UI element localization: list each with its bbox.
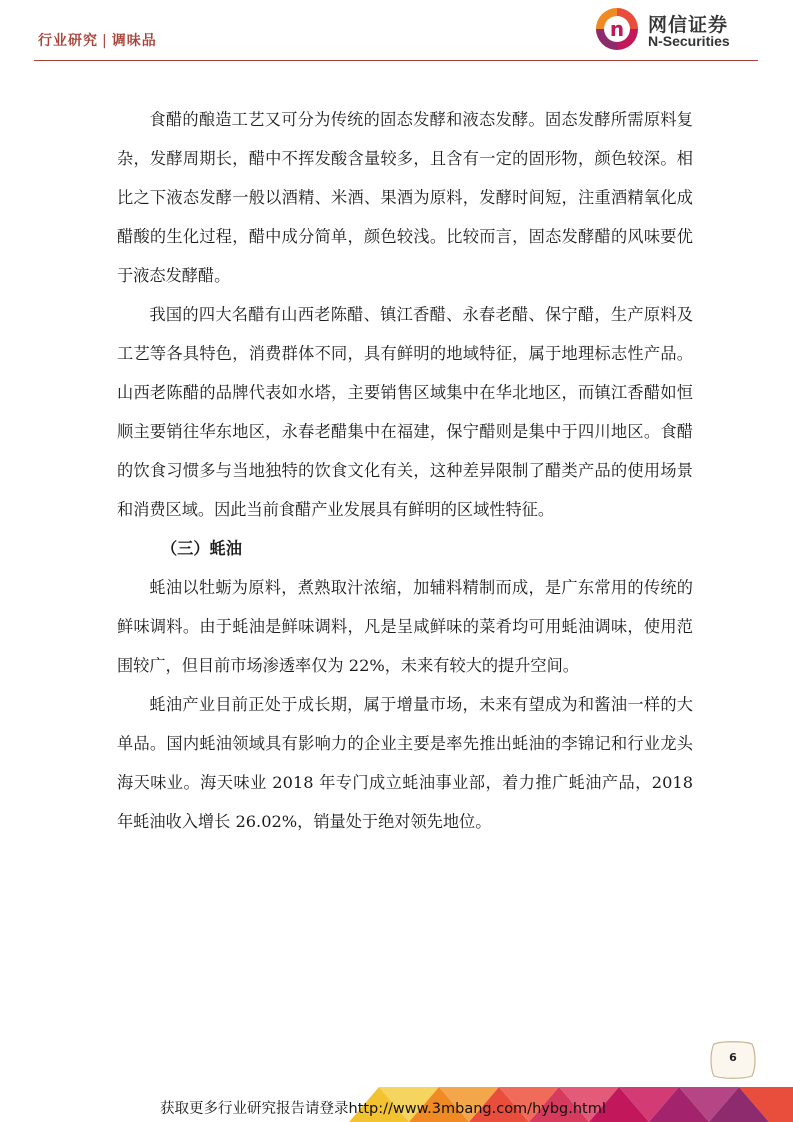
breadcrumb-separator: | xyxy=(102,33,108,49)
logo-chinese-name: 网信证券 xyxy=(648,14,729,36)
paragraph-four-vinegars: 我国的四大名醋有山西老陈醋、镇江香醋、永春老醋、保宁醋，生产原料及工艺等各具特色，消费群体不同，具有鲜明的地域特征，属于地理标志性产品。山西老陈醋的品牌代表如水塔，主要销售区域集中在华北地区，而镇江香醋如恒顺主要销往华东地区，永春老醋集中在福建，保宁醋则是集中于四川地区。食醋的饮食习惯多与当地独特的饮食文化有关，这种差异限制了醋类产品的使用场景和消费区域。因此当前食醋产业发展具有鲜明的区域性特征。 xyxy=(117,305,693,519)
logo-english-name: N-Securities xyxy=(648,33,730,49)
page-number-badge xyxy=(708,1040,758,1080)
page-header xyxy=(0,0,793,62)
breadcrumb xyxy=(38,30,157,50)
breadcrumb-section: 行业研究 xyxy=(38,33,98,49)
report-body xyxy=(117,100,693,841)
n-securities-logo-icon xyxy=(594,6,640,52)
footer-promo-link[interactable]: 获取更多行业研究报告请登录http://www.3mbang.com/hybg.html xyxy=(160,1101,606,1117)
page-number: 6 xyxy=(729,1051,737,1064)
section-heading-oyster-sauce: （三）蚝油 xyxy=(161,539,242,558)
paragraph-oyster-sauce-intro: 蚝油以牡蛎为原料，煮熟取汁浓缩，加辅料精制而成，是广东常用的传统的鲜味调料。由于蚝油是鲜味调料，凡是呈咸鲜味的菜肴均可用蚝油调味，使用范围较广，但目前市场渗透率仅为 22%，未来有较大的提升空间。 xyxy=(117,578,693,675)
svg-text:n: n xyxy=(609,17,625,41)
header-divider xyxy=(34,60,758,61)
company-logo xyxy=(594,6,754,52)
paragraph-vinegar-process: 食醋的酿造工艺又可分为传统的固态发酵和液态发酵。固态发酵所需原料复杂，发酵周期长，醋中不挥发酸含量较多，且含有一定的固形物，颜色较深。相比之下液态发酵一般以酒精、米酒、果酒为原料，发酵时间短，注重酒精氧化成醋酸的生化过程，醋中成分简单，颜色较浅。比较而言，固态发酵醋的风味要优于液态发酵醋。 xyxy=(117,110,693,285)
breadcrumb-topic: 调味品 xyxy=(111,33,157,49)
paragraph-oyster-sauce-industry: 蚝油产业目前正处于成长期，属于增量市场，未来有望成为和酱油一样的大单品。国内蚝油领域具有影响力的企业主要是率先推出蚝油的李锦记和行业龙头海天味业。海天味业 2018 年专门成立蚝油事业部，着力推广蚝油产品，2018 年蚝油收入增长 26.02%，销量处于绝对领先地位。 xyxy=(117,695,693,831)
